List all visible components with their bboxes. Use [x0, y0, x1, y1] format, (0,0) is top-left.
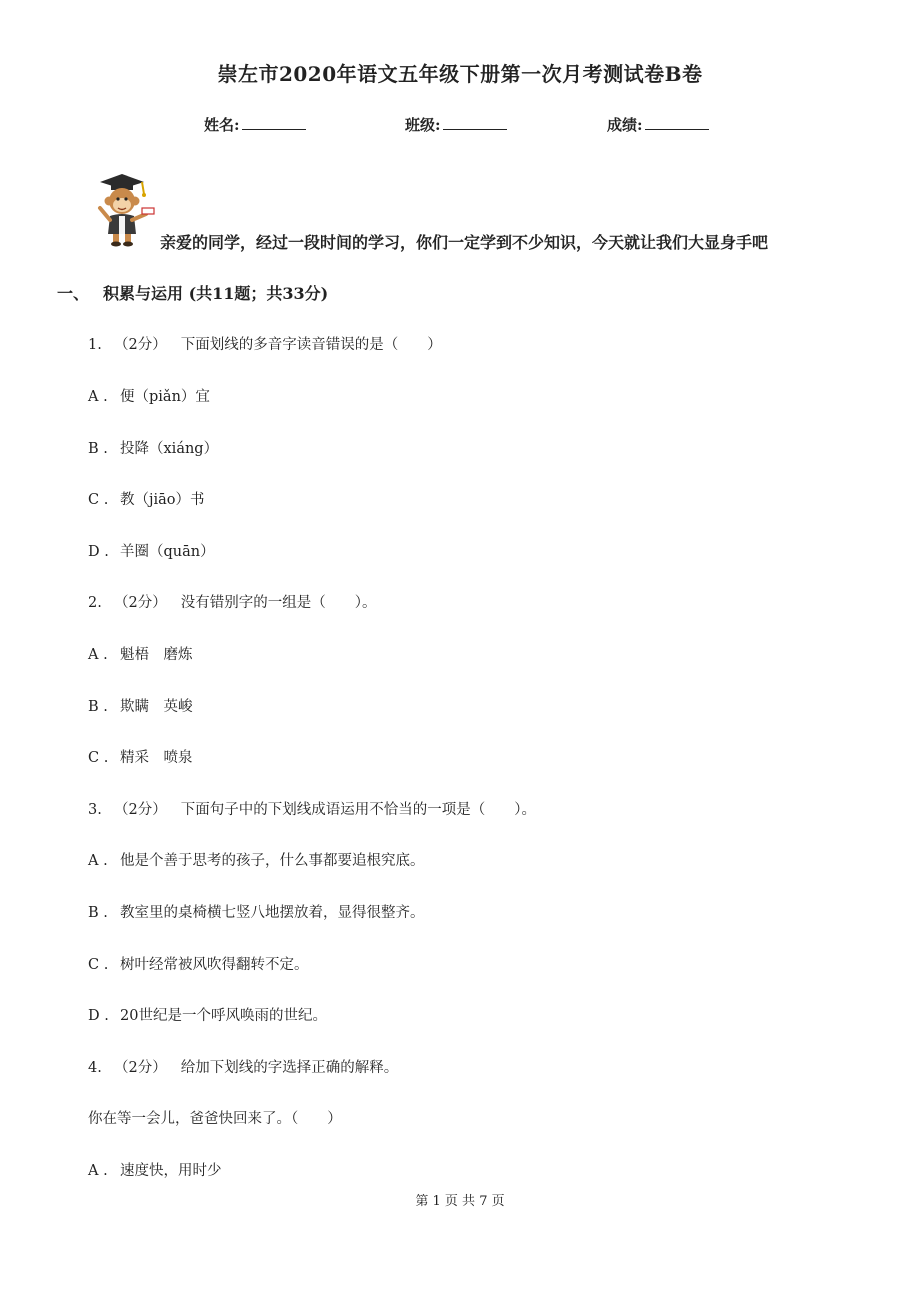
option-1b[interactable] [88, 437, 218, 458]
option-letter: D . [88, 1008, 109, 1024]
option-1d[interactable] [88, 540, 215, 561]
option-text: 羊圈（quān） [120, 544, 215, 560]
option-text: 速度快，用时少 [120, 1163, 222, 1179]
option-text: 教（jiāo）书 [120, 492, 205, 508]
option-text: 投降（xiáng） [120, 441, 219, 457]
option-3c[interactable] [88, 953, 309, 974]
question-number: 4. [88, 1060, 102, 1076]
question-score: （2分） [114, 595, 167, 611]
option-4a[interactable] [88, 1159, 222, 1180]
question-3 [88, 798, 536, 819]
question-number: 2. [88, 595, 102, 611]
option-text: 欺瞒 英峻 [120, 699, 193, 715]
question-number: 1. [88, 337, 102, 353]
option-2b[interactable] [88, 695, 193, 716]
question-score: （2分） [114, 802, 167, 818]
option-text: 便（piǎn）宜 [120, 389, 210, 405]
question-text: 没有错别字的一组是（ ）。 [180, 595, 377, 611]
option-text: 魁梧 磨炼 [120, 647, 193, 663]
option-letter: A . [88, 853, 108, 869]
option-1c[interactable] [88, 488, 205, 509]
option-text: 20世纪是一个呼风唤雨的世纪。 [120, 1008, 327, 1024]
option-letter: A . [88, 647, 108, 663]
option-letter: B . [88, 441, 108, 457]
grade-label: 成绩: [607, 116, 643, 134]
option-letter: A . [88, 389, 108, 405]
option-letter: B . [88, 905, 108, 921]
option-letter: D . [88, 544, 109, 560]
question-text: 下面句子中的下划线成语运用不恰当的一项是（ ）。 [180, 802, 536, 818]
name-blank[interactable] [242, 115, 306, 130]
option-text: 教室里的桌椅横七竖八地摆放着，显得很整齐。 [120, 905, 425, 921]
question-1 [88, 333, 442, 354]
option-1a[interactable] [88, 385, 210, 406]
question-score: （2分） [114, 1060, 167, 1076]
option-letter: B . [88, 699, 108, 715]
option-letter: C . [88, 750, 109, 766]
question-text: 下面划线的多音字读音错误的是（ ） [180, 337, 442, 353]
option-text: 他是个善于思考的孩子，什么事都要追根究底。 [120, 853, 425, 869]
page-title: 崇左市2020年语文五年级下册第一次月考测试卷B卷 [217, 62, 703, 86]
greeting-text: 亲爱的同学，经过一段时间的学习，你们一定学到不少知识，今天就让我们大显身手吧 [160, 233, 769, 252]
name-label: 姓名: [204, 116, 240, 134]
question-2 [88, 591, 376, 612]
question-4 [88, 1056, 398, 1077]
class-field[interactable] [405, 114, 507, 135]
option-3a[interactable] [88, 849, 425, 870]
option-3d[interactable] [88, 1004, 327, 1025]
class-blank[interactable] [443, 115, 507, 130]
page-footer: 第 1 页 共 7 页 [415, 1194, 505, 1209]
option-text: 树叶经常被风吹得翻转不定。 [120, 957, 309, 973]
section-number: 一、 [57, 284, 90, 303]
section-heading [57, 281, 328, 304]
section-title: 积累与运用 (共11题；共33分) [103, 284, 329, 303]
option-letter: C . [88, 957, 109, 973]
option-2a[interactable] [88, 643, 193, 664]
option-2c[interactable] [88, 746, 193, 767]
grade-blank[interactable] [645, 115, 709, 130]
option-letter: A . [88, 1163, 108, 1179]
grade-field[interactable] [607, 114, 709, 135]
question-score: （2分） [114, 337, 167, 353]
question-number: 3. [88, 802, 102, 818]
question-text: 给加下划线的字选择正确的解释。 [180, 1060, 399, 1076]
option-letter: C . [88, 492, 109, 508]
class-label: 班级: [405, 116, 441, 134]
option-text: 精采 喷泉 [120, 750, 193, 766]
name-field[interactable] [204, 114, 306, 135]
question-4-sentence: 你在等一会儿，爸爸快回来了。（ ） [88, 1111, 342, 1127]
monkey-graduate-icon [86, 168, 156, 248]
option-3b[interactable] [88, 901, 425, 922]
